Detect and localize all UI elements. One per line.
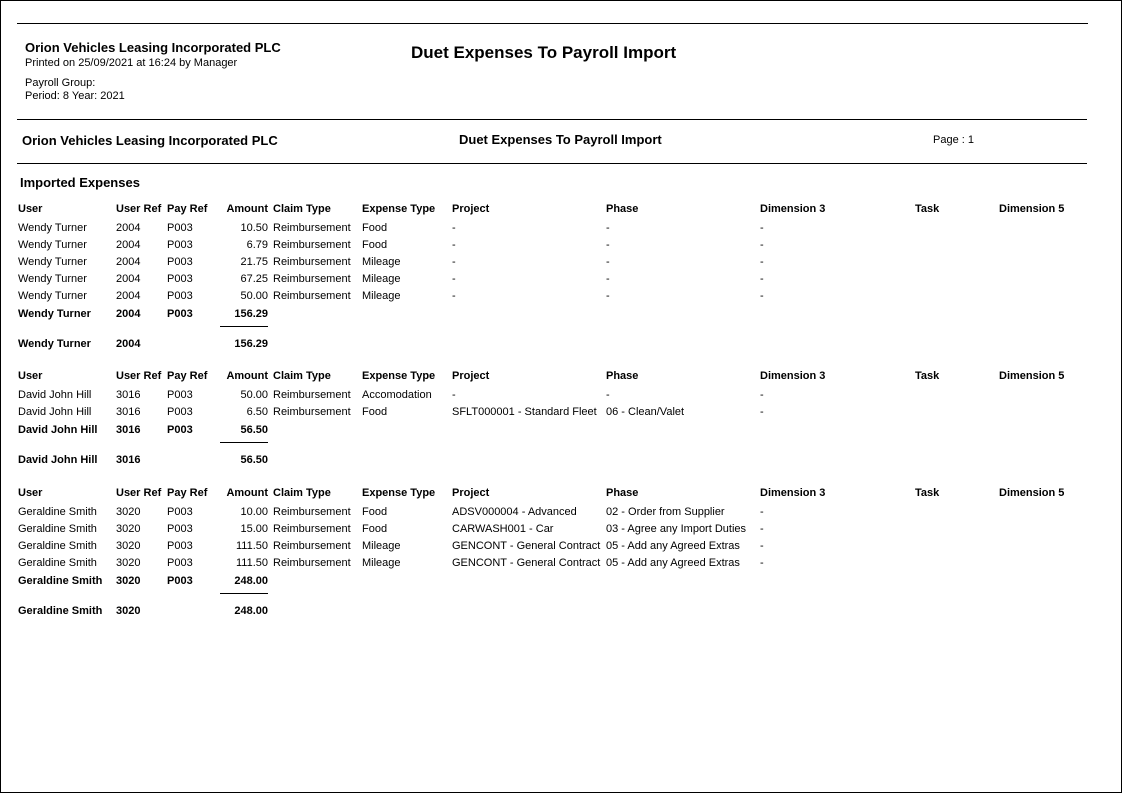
row-project: GENCONT - General Contract [452,540,601,552]
row-dim3: - [760,389,764,401]
col-amount: Amount [226,487,268,499]
row-user-ref: 2004 [116,256,141,268]
row-amount: 111.50 [235,557,268,569]
row-dim3: - [760,273,764,285]
total-user: Geraldine Smith [18,605,103,617]
row-expense-type: Food [362,506,388,518]
col-phase: Phase [606,203,639,215]
row-pay-ref: P003 [167,239,193,251]
row-user-ref: 2004 [116,239,141,251]
row-pay-ref: P003 [167,389,193,401]
period-year: Period: 8 Year: 2021 [25,90,125,102]
row-phase: - [606,290,610,302]
row-user: Wendy Turner [18,222,87,234]
row-pay-ref: P003 [167,540,193,552]
row-claim-type: Reimbursement [273,389,351,401]
row-pay-ref: P003 [167,506,193,518]
row-amount: 10.00 [240,506,268,518]
total-user: David John Hill [18,454,98,466]
subtotal-user-ref: 2004 [116,308,141,320]
row-phase: 05 - Add any Agreed Extras [606,557,740,569]
subtotal-user-ref: 3020 [116,575,141,587]
row-phase: 06 - Clean/Valet [606,406,685,418]
printed-info: Printed on 25/09/2021 at 16:24 by Manager [25,57,238,69]
row-user-ref: 3020 [116,540,141,552]
subtotal-rule [220,326,268,327]
row-claim-type: Reimbursement [273,290,351,302]
row-dim3: - [760,406,764,418]
page-header-bottom-rule [17,163,1087,164]
row-project: - [452,222,456,234]
row-phase: - [606,239,610,251]
row-dim3: - [760,239,764,251]
col-user: User [18,487,43,499]
row-pay-ref: P003 [167,222,193,234]
report-title: Duet Expenses To Payroll Import [411,43,677,62]
page-header-title: Duet Expenses To Payroll Import [459,132,662,147]
row-claim-type: Reimbursement [273,406,351,418]
row-dim3: - [760,557,764,569]
row-user: David John Hill [18,406,92,418]
page-header-top-rule [17,119,1087,120]
row-expense-type: Food [362,406,388,418]
col-user: User [18,370,43,382]
row-expense-type: Mileage [362,540,401,552]
total-user-ref: 2004 [116,338,141,350]
row-user: Wendy Turner [18,239,87,251]
col-dimension-5: Dimension 5 [999,203,1065,215]
row-phase: - [606,389,610,401]
subtotal-user: Geraldine Smith [18,575,103,587]
col-amount: Amount [226,370,268,382]
row-expense-type: Mileage [362,290,401,302]
subtotal-user: David John Hill [18,424,98,436]
col-dimension-3: Dimension 3 [760,487,826,499]
top-rule [17,23,1088,24]
row-user: Geraldine Smith [18,506,97,518]
subtotal-amount: 248.00 [234,575,268,587]
col-task: Task [915,487,940,499]
row-user: Wendy Turner [18,290,87,302]
row-dim3: - [760,290,764,302]
row-amount: 6.79 [246,239,268,251]
row-user-ref: 2004 [116,273,141,285]
row-user: Geraldine Smith [18,540,97,552]
row-user-ref: 3020 [116,557,141,569]
row-user: Geraldine Smith [18,523,97,535]
row-claim-type: Reimbursement [273,506,351,518]
row-phase: 05 - Add any Agreed Extras [606,540,740,552]
col-user-ref: User Ref [116,203,162,215]
col-pay-ref: Pay Ref [167,203,208,215]
report-company-name: Orion Vehicles Leasing Incorporated PLC [25,40,281,55]
row-project: - [452,256,456,268]
row-amount: 111.50 [235,540,268,552]
row-dim3: - [760,506,764,518]
row-expense-type: Mileage [362,557,401,569]
row-claim-type: Reimbursement [273,540,351,552]
col-project: Project [452,203,490,215]
page-header-company: Orion Vehicles Leasing Incorporated PLC [22,133,278,148]
row-project: GENCONT - General Contract [452,557,601,569]
row-user: Wendy Turner [18,273,87,285]
row-expense-type: Food [362,523,388,535]
row-expense-type: Mileage [362,273,401,285]
row-phase: - [606,256,610,268]
col-claim-type: Claim Type [273,487,331,499]
col-user-ref: User Ref [116,487,162,499]
col-expense-type: Expense Type [362,370,436,382]
row-claim-type: Reimbursement [273,239,351,251]
col-user: User [18,203,43,215]
col-dimension-3: Dimension 3 [760,370,826,382]
row-pay-ref: P003 [167,256,193,268]
row-project: ADSV000004 - Advanced [452,506,577,518]
row-amount: 21.75 [240,256,268,268]
row-expense-type: Accomodation [362,389,432,401]
total-amount: 248.00 [234,605,268,617]
row-amount: 15.00 [240,523,268,535]
row-pay-ref: P003 [167,273,193,285]
subtotal-amount: 56.50 [240,424,268,436]
row-phase: 03 - Agree any Import Duties [606,523,747,535]
col-dimension-5: Dimension 5 [999,370,1065,382]
subtotal-rule [220,442,268,443]
col-claim-type: Claim Type [273,203,331,215]
row-amount: 50.00 [240,290,268,302]
col-project: Project [452,487,490,499]
col-dimension-5: Dimension 5 [999,487,1065,499]
row-user-ref: 3020 [116,523,141,535]
subtotal-rule [220,593,268,594]
page-number: Page : 1 [933,134,974,146]
col-user-ref: User Ref [116,370,162,382]
row-dim3: - [760,523,764,535]
col-expense-type: Expense Type [362,203,436,215]
row-expense-type: Food [362,222,388,234]
row-phase: - [606,273,610,285]
col-amount: Amount [226,203,268,215]
row-user-ref: 3020 [116,506,141,518]
row-user-ref: 3016 [116,406,141,418]
row-user-ref: 2004 [116,290,141,302]
row-pay-ref: P003 [167,406,193,418]
subtotal-user-ref: 3016 [116,424,141,436]
row-claim-type: Reimbursement [273,557,351,569]
col-claim-type: Claim Type [273,370,331,382]
row-project: - [452,389,456,401]
subtotal-amount: 156.29 [234,308,268,320]
total-amount: 156.29 [234,338,268,350]
row-phase: 02 - Order from Supplier [606,506,725,518]
section-title: Imported Expenses [20,175,140,190]
col-task: Task [915,203,940,215]
row-project: CARWASH001 - Car [452,523,554,535]
row-claim-type: Reimbursement [273,273,351,285]
row-amount: 50.00 [240,389,268,401]
subtotal-user: Wendy Turner [18,308,91,320]
col-phase: Phase [606,487,639,499]
total-user-ref: 3020 [116,605,141,617]
row-pay-ref: P003 [167,290,193,302]
row-amount: 67.25 [240,273,268,285]
col-pay-ref: Pay Ref [167,370,208,382]
row-amount: 6.50 [246,406,268,418]
subtotal-pay-ref: P003 [167,308,193,320]
row-project: SFLT000001 - Standard Fleet [452,406,597,418]
total-amount: 56.50 [240,454,268,466]
payroll-group: Payroll Group: [25,77,96,89]
col-task: Task [915,370,940,382]
subtotal-pay-ref: P003 [167,424,193,436]
row-dim3: - [760,256,764,268]
col-project: Project [452,370,490,382]
row-user: David John Hill [18,389,92,401]
row-project: - [452,290,456,302]
col-expense-type: Expense Type [362,487,436,499]
row-dim3: - [760,540,764,552]
row-claim-type: Reimbursement [273,523,351,535]
col-phase: Phase [606,370,639,382]
row-project: - [452,273,456,285]
row-user: Geraldine Smith [18,557,97,569]
col-pay-ref: Pay Ref [167,487,208,499]
row-expense-type: Food [362,239,388,251]
row-claim-type: Reimbursement [273,256,351,268]
row-phase: - [606,222,610,234]
subtotal-pay-ref: P003 [167,575,193,587]
row-user: Wendy Turner [18,256,87,268]
row-project: - [452,239,456,251]
row-amount: 10.50 [240,222,268,234]
row-pay-ref: P003 [167,523,193,535]
total-user: Wendy Turner [18,338,91,350]
row-dim3: - [760,222,764,234]
row-user-ref: 3016 [116,389,141,401]
row-pay-ref: P003 [167,557,193,569]
row-claim-type: Reimbursement [273,222,351,234]
row-expense-type: Mileage [362,256,401,268]
total-user-ref: 3016 [116,454,141,466]
col-dimension-3: Dimension 3 [760,203,826,215]
row-user-ref: 2004 [116,222,141,234]
